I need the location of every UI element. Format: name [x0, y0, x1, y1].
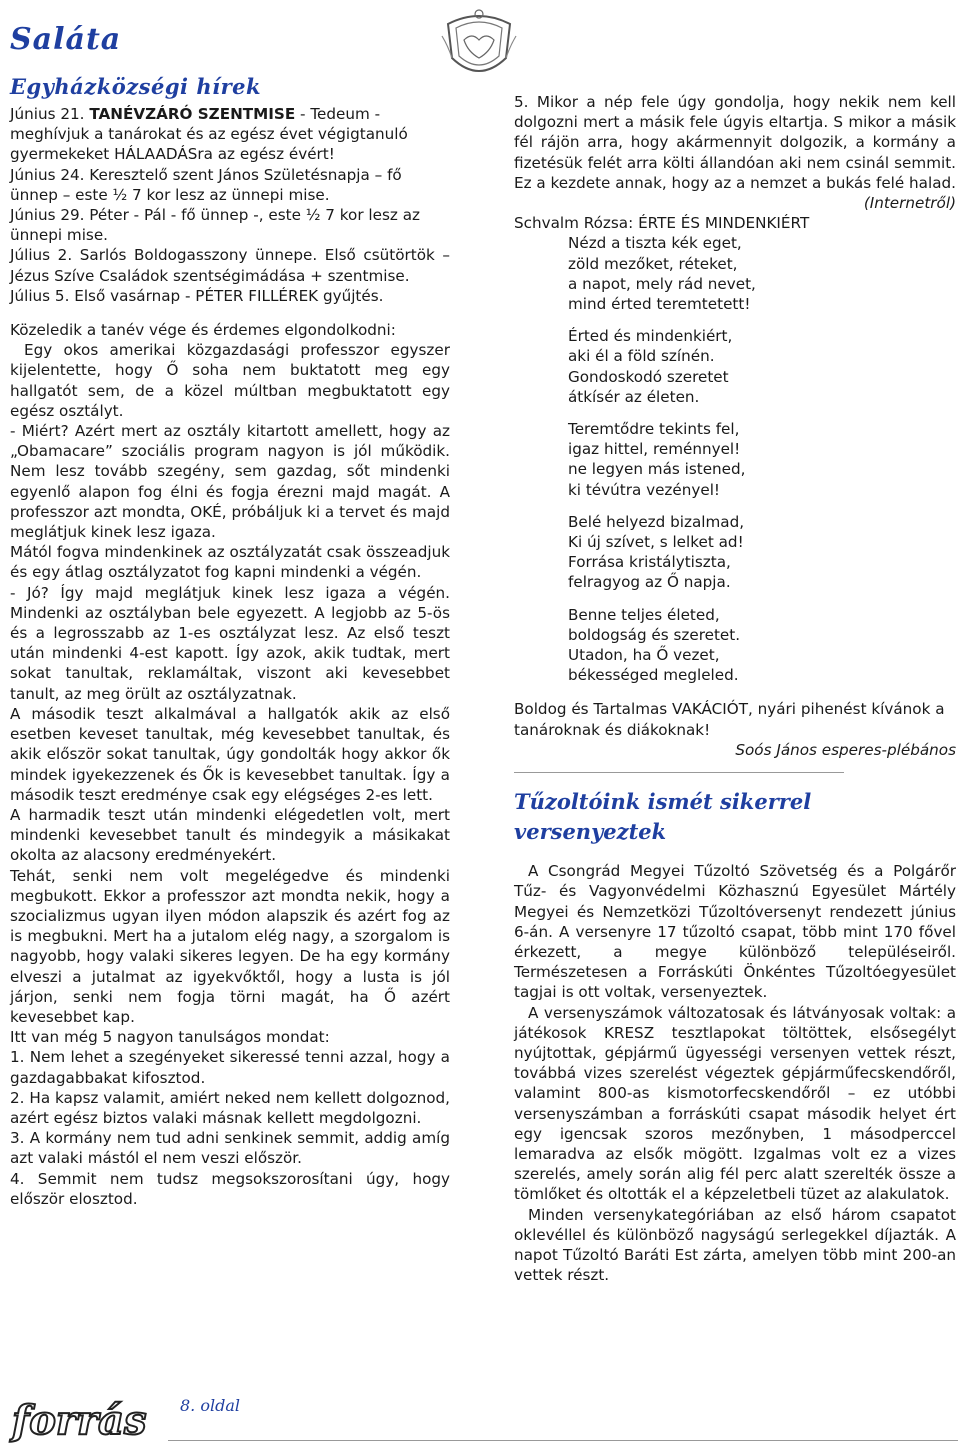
news-text: Keresztelő szent János Születésnapja – fő ünnep – este ½ 7 kor lesz az ünnepi mise. [10, 165, 402, 204]
poem-line: Érted és mindenkiért, [568, 327, 733, 346]
news-text: Sarlós Boldogasszony ünnepe. Első csütörtök – Jézus Szíve Családok szentségimádása + szentmise. [10, 246, 450, 285]
poem-line: Belé helyezd bizalmad, [568, 512, 745, 531]
story-paragraph: - Jó? Így majd meglátjuk kinek lesz igaza a végén. Mindenki az osztályban bele egyezett. A legjobb az 5-ös és a legrosszabb az 1-es osztályzat lesz. Az első teszt után mindenki 4-est kapott. Így azok, akik tudtak, mert sokat tanultak, reklamáltak, viszont aki kevesebbet tanult, az meg örült az osztályzatnak. [10, 583, 450, 703]
story-paragraph: Mától fogva mindenkinek az osztályzatát csak összeadjuk és egy átlag osztályzatot fog kapni mindenki a végén. [10, 543, 450, 582]
news-text: - Tedeum - meghívjuk a tanárokat és az egész évet végigtanuló gyermekeket HÁLAADÁSra az egész évért! [10, 105, 408, 164]
right-column [514, 92, 956, 1285]
poem-line: ki tévútra vezényel! [568, 480, 721, 499]
poem-line: aki él a föld színén. [568, 347, 715, 366]
news-item [10, 245, 450, 285]
story-paragraph: Egy okos amerikai közgazdasági professzor egyszer kijelentette, hogy Ő soha nem buktatott meg egy hallgatót sem, de a közel múltban megbuktatott egy egész osztályt. [10, 341, 450, 420]
news-list [10, 104, 450, 306]
svg-text:forrás: forrás [12, 1397, 147, 1444]
poem-header [514, 213, 956, 233]
news-date: Július 5. [10, 286, 70, 305]
poem-line: a napot, mely rád nevet, [568, 274, 756, 293]
story-intro: Közeledik a tanév vége és érdemes elgondolkodni: [10, 321, 396, 340]
poem-author: Schvalm Rózsa: [514, 214, 634, 233]
lesson-item: 3. A kormány nem tud adni senkinek semmit, addig amíg azt valaki mástól el nem veszi először. [10, 1129, 450, 1168]
news-date: Június 29. [10, 206, 85, 225]
news-date: Július 2. [10, 246, 73, 265]
story-paragraph: Itt van még 5 nagyon tanulságos mondat: [10, 1028, 330, 1047]
news-item [10, 205, 450, 245]
footer-rule [168, 1440, 958, 1441]
masthead-title: Saláta [10, 22, 122, 57]
news-date: Június 24. [10, 165, 85, 184]
lesson-item: 1. Nem lehet a szegényeket sikeressé tenni azzal, hogy a gazdagabbakat kifosztod. [10, 1048, 450, 1087]
poem-line: igaz hittel, reménnyel! [568, 440, 741, 459]
news-item [10, 165, 450, 205]
poem-line: Forrása kristálytiszta, [568, 553, 731, 572]
poem-line: átkísér az életen. [568, 387, 700, 406]
source-note: (Internetről) [863, 194, 956, 213]
poem [568, 233, 956, 685]
story-paragraph: Tehát, senki nem volt megelégedve és mindenki megbukott. Ekkor a professzor azt mondta nekik, hogy a szocializmus ugyan ilyen módon alapszik és azért fog az is megbukni. Mert ha a jutalom elég nagy, a szorgalom is nagyobb, hogy valaki sikeres legyen. De ha egy kormány elveszi a jutalmat az igyekvőktől, hogy a lusta is jól járjon, senki nem fogja törni magát, ha Ő azért kevesebbet kap. [10, 866, 450, 1026]
article-paragraph: A Csongrád Megyei Tűzoltó Szövetség és a Polgárőr Tűz- és Vagyonvédelmi Közhasznú Egyesület Mártély Megyei és Nemzetközi Tűzoltóversenyt rendezett június 6-án. A versenyre 17 tűzoltó csapat, több mint 170 fővel érkezett, a megye különböző településeiről. Természetesen a Forráskúti Önkéntes Tűzoltóegyesület tagjai is ott voltak, versenyeztek. [514, 862, 956, 1002]
poem-title: ÉRTE ÉS MINDENKIÉRT [638, 214, 810, 233]
article-paragraph: Minden versenykategóriában az első három csapatot oklevéllel és különböző nagyságú serlegekkel díjazták. A napot Tűzoltó Baráti Est zárta, amelyen több mint 200-an vettek részt. [514, 1205, 956, 1285]
news-date: Június 21. [10, 105, 85, 123]
poem-stanza [568, 326, 956, 407]
left-column [10, 74, 450, 1209]
article-paragraph: A versenyszámok változatosak és látványosak voltak: a játékosok KRESZ tesztlapokat töltöttek, elsősegélyt nyújtottak, gépjármű ügyességi versenyen vettek részt, továbbá vizes szerelést végeztek gépjárműfecskendőről, valamint 800-as kismotorfecskendőről – ez utóbbi versenyszámban a forráskúti csapat második helyet ért egy igencsak szoros mezőnyben, 1 másodperccel lemaradva az elsők mögött. Izgalmas volt ez a vizes szerelés, amely során alig fél perc alatt szerelték össze a tömlőket és oltották el a képzeletbeli tüzet az alakulatok. [514, 1003, 956, 1204]
divider [514, 772, 844, 773]
poem-stanza [568, 605, 956, 686]
poem-line: Benne teljes életed, [568, 605, 720, 624]
news-text: Péter - Pál - fő ünnep -, este ½ 7 kor lesz az ünnepi mise. [10, 206, 420, 245]
signature: Soós János esperes-plébános [735, 740, 956, 759]
forras-logo-icon [8, 1392, 158, 1444]
news-text: Első vasárnap - PÉTER FILLÉREK gyűjtés. [69, 286, 384, 305]
lesson-item: 5. Mikor a nép fele úgy gondolja, hogy nekik nem kell dolgozni mert a másik fele úgyis eltartja. S mikor a másik fél rájön arra, hogy akármennyit dolgozik, a kormány a fizetésük felét arra költi állandóan aki nem csinál semmit. Ez a kezdete annak, hogy az a nemzet a bukás felé halad. [514, 93, 956, 192]
poem-line: Utadon, ha Ő vezet, [568, 646, 720, 665]
poem-line: Teremtődre tekints fel, [568, 420, 740, 439]
lesson-item: 2. Ha kapsz valamit, amiért neked nem kellett dolgoznod, azért egész biztos valaki másnak kellett megdolgozni. [10, 1088, 450, 1127]
poem-line: zöld mezőket, réteket, [568, 254, 738, 273]
news-item [10, 286, 450, 306]
poem-line: Nézd a tiszta kék eget, [568, 234, 742, 253]
vacation-wish: Boldog és Tartalmas VAKÁCIÓT, nyári pihenést kívánok a tanároknak és diákoknak! [514, 700, 945, 739]
lesson-item: 4. Semmit nem tudsz megsokszorosítani úgy, hogy először elosztod. [10, 1169, 450, 1208]
story-paragraph: A harmadik teszt után mindenki elégedetlen volt, mert mindenki kevesebbet tanult és mindegyik a másikakat okolta az alacsony eredményekért. [10, 805, 450, 865]
poem-line: Gondoskodó szeretet [568, 367, 729, 386]
news-item [10, 104, 450, 165]
poem-line: ne legyen más istened, [568, 460, 746, 479]
poem-stanza [568, 512, 956, 593]
poem-line: békességed megleled. [568, 666, 739, 685]
poem-line: boldogság és szeretet. [568, 625, 741, 644]
poem-line: felragyog az Ő napja. [568, 573, 731, 592]
poem-line: mind érted teremtetett! [568, 295, 751, 314]
coat-of-arms-icon [438, 6, 520, 88]
news-heading: Egyházközségi hírek [10, 74, 262, 99]
article-heading: Tűzoltóink ismét sikerrel versenyeztek [514, 789, 812, 845]
poem-line: Ki új szívet, s lelket ad! [568, 533, 744, 552]
poem-stanza [568, 233, 956, 314]
news-bold: TANÉVZÁRÓ SZENTMISE [89, 105, 296, 123]
page-number: 8. oldal [180, 1396, 240, 1415]
poem-stanza [568, 419, 956, 500]
story-paragraph: A második teszt alkalmával a hallgatók akik az első esetben keveset tanultak, még kevesebbet tanultak, és akik először sokat tanultak, úgy gondolták hogy akkor ők mindek igyekezzenek és Ők is kevesebbet tanultak. Így a második teszt eredménye csak egy elégséges 2-es lett. [10, 704, 450, 804]
story-paragraph: - Miért? Azért mert az osztály kitartott amellett, hogy az „Obamacare” szociális program nagyon is jól működik. Nem lesz tovább szegény, sem gazdag, sőt mindenki egyenlő alapon fog élni és fogja érezni majd magát. A professzor azt mondta, OKÉ, próbáljuk ki a tervet és majd meglátjuk kinek lesz igaza. [10, 422, 450, 542]
